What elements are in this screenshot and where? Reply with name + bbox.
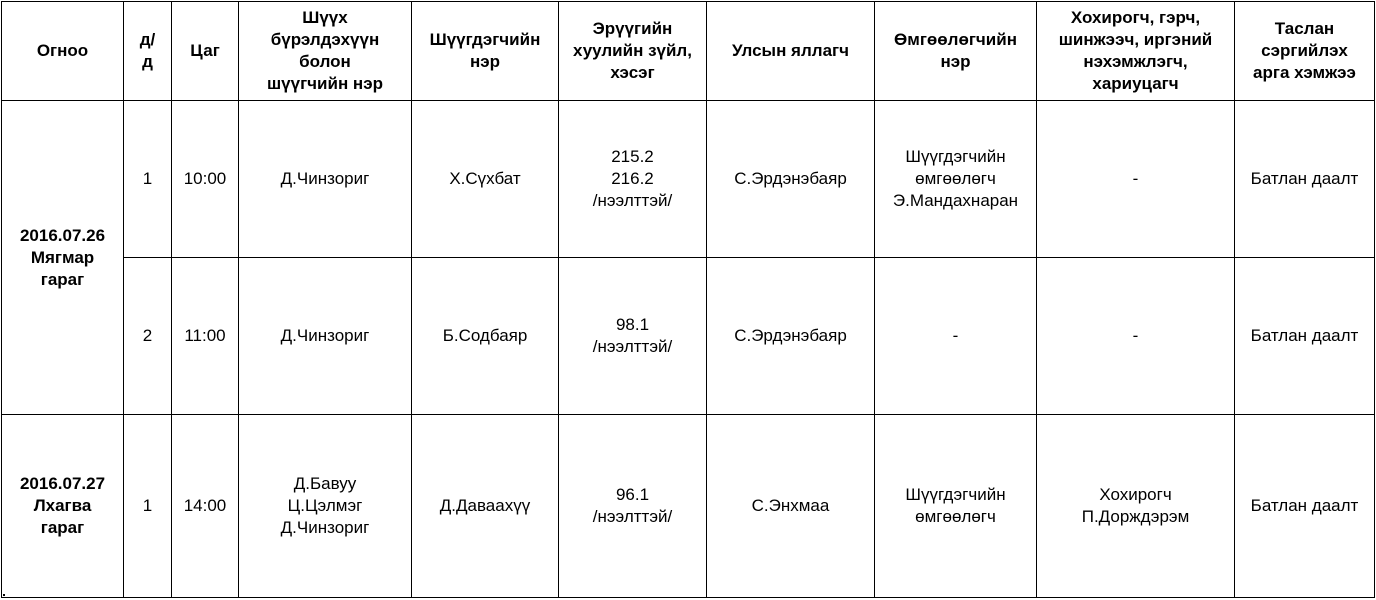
header-measure: Таслан сэргийлэх арга хэмжээ <box>1235 2 1375 101</box>
case-articles: 98.1 /нээлттэй/ <box>559 258 707 415</box>
case-articles: 215.2 216.2 /нээлттэй/ <box>559 101 707 258</box>
case-defense: Шүүгдэгчийн өмгөөлөгч <box>875 415 1037 598</box>
table-row <box>2 415 1375 598</box>
date-cell: 2016.07.26 Мягмар гараг <box>2 101 124 415</box>
case-measure: Батлан даалт <box>1235 258 1375 415</box>
header-row <box>2 2 1375 101</box>
case-judges: Д.Бавуу Ц.Цэлмэг Д.Чинзориг <box>239 415 412 598</box>
court-schedule-table <box>1 1 1375 598</box>
case-judges: Д.Чинзориг <box>239 101 412 258</box>
header-defense: Өмгөөлөгчийн нэр <box>875 2 1037 101</box>
header-defendant: Шүүгдэгчийн нэр <box>412 2 559 101</box>
case-time: 14:00 <box>172 415 239 598</box>
case-defendant: Б.Содбаяр <box>412 258 559 415</box>
case-number: 2 <box>124 258 172 415</box>
case-time: 11:00 <box>172 258 239 415</box>
header-judges: Шүүх бүрэлдэхүүн болон шүүгчийн нэр <box>239 2 412 101</box>
case-measure: Батлан даалт <box>1235 415 1375 598</box>
case-parties: - <box>1037 258 1235 415</box>
stray-mark <box>3 594 5 596</box>
case-measure: Батлан даалт <box>1235 101 1375 258</box>
header-prosecutor: Улсын яллагч <box>707 2 875 101</box>
header-number: д/ д <box>124 2 172 101</box>
case-prosecutor: С.Энхмаа <box>707 415 875 598</box>
case-parties: - <box>1037 101 1235 258</box>
date-cell: 2016.07.27 Лхагва гараг <box>2 415 124 598</box>
case-articles: 96.1 /нээлттэй/ <box>559 415 707 598</box>
case-time: 10:00 <box>172 101 239 258</box>
table-row <box>2 101 1375 258</box>
case-defendant: Х.Сүхбат <box>412 101 559 258</box>
case-prosecutor: С.Эрдэнэбаяр <box>707 101 875 258</box>
case-defense: - <box>875 258 1037 415</box>
case-parties: Хохирогч П.Дорждэрэм <box>1037 415 1235 598</box>
case-defendant: Д.Даваахүү <box>412 415 559 598</box>
header-time: Цаг <box>172 2 239 101</box>
case-defense: Шүүгдэгчийн өмгөөлөгч Э.Мандахнаран <box>875 101 1037 258</box>
case-number: 1 <box>124 415 172 598</box>
case-prosecutor: С.Эрдэнэбаяр <box>707 258 875 415</box>
case-judges: Д.Чинзориг <box>239 258 412 415</box>
table-row <box>2 258 1375 415</box>
header-date: Огноо <box>2 2 124 101</box>
header-articles: Эрүүгийн хуулийн зүйл, хэсэг <box>559 2 707 101</box>
header-parties: Хохирогч, гэрч, шинжээч, иргэний нэхэмжлэгч, хариуцагч <box>1037 2 1235 101</box>
case-number: 1 <box>124 101 172 258</box>
